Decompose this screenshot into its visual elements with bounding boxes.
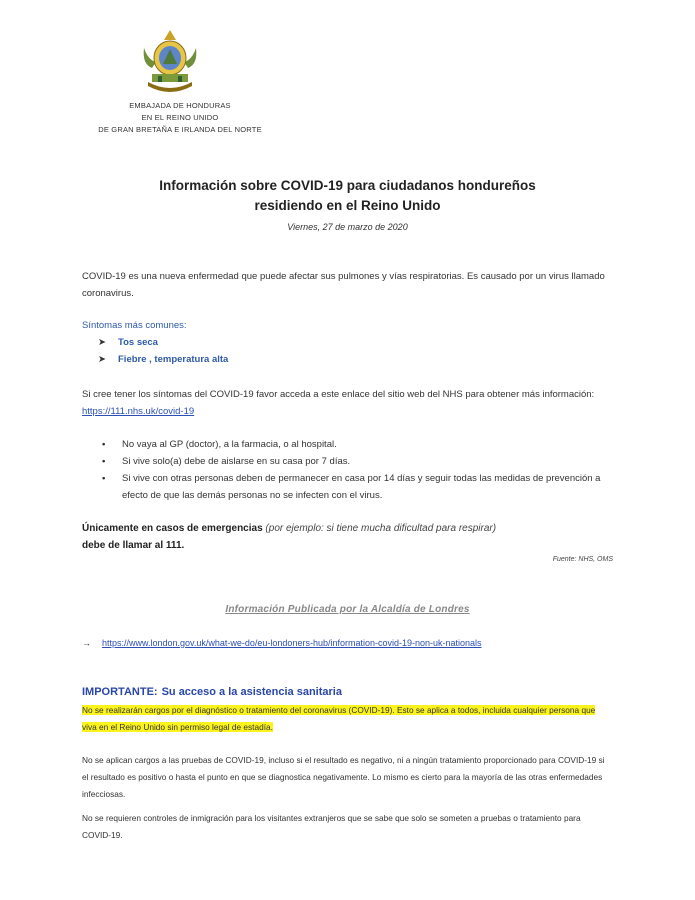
nhs-text: Si cree tener los síntomas del COVID-19 favor acceda a este enlace del sitio web del NHS para obtener más información:: [82, 389, 595, 400]
highlighted-text: No se realizarán cargos por el diagnóstico o tratamiento del coronavirus (COVID-19). Esto se aplica a todos, incluida cualquier persona que viva en el Reino Unido sin permiso legal de estadía.: [82, 705, 596, 732]
embassy-line: DE GRAN BRETAÑA E IRLANDA DEL NORTE: [98, 125, 262, 134]
title-line: Información sobre COVID-19 para ciudadanos hondureños: [159, 178, 536, 193]
london-link-row: [82, 636, 612, 651]
list-item: • Si vive solo(a) debe de aislarse en su casa por 7 días.: [100, 453, 615, 470]
london-link[interactable]: https://www.london.gov.uk/what-we-do/eu-londoners-hub/information-covid-19-non-uk-nationals: [102, 638, 482, 648]
symptom-item: ➤ Tos seca: [98, 334, 228, 351]
london-heading: Información Publicada por la Alcaldía de Londres: [225, 604, 470, 615]
nhs-link[interactable]: https://111.nhs.uk/covid-19: [82, 406, 195, 417]
emergency-bold-start: Únicamente en casos de emergencias: [82, 523, 263, 534]
highlighted-notice: [82, 702, 602, 736]
emergency-bold-end: debe de llamar al 111.: [82, 540, 185, 551]
advice-list: [100, 436, 615, 504]
source-note: Fuente: NHS, OMS: [552, 556, 613, 563]
symptoms-heading: Síntomas más comunes:: [82, 320, 187, 331]
document-title: [0, 176, 695, 216]
list-item: • No vaya al GP (doctor), a la farmacia, o al hospital.: [100, 436, 615, 453]
embassy-address: [80, 100, 280, 136]
nhs-paragraph: [82, 386, 612, 420]
important-subtitle: Su acceso a la asistencia sanitaria: [161, 686, 342, 698]
title-line: residiendo en el Reino Unido: [254, 198, 441, 213]
symptom-item: ➤ Fiebre , temperatura alta: [98, 351, 228, 368]
charges-paragraph: No se aplican cargos a las pruebas de COVID-19, incluso si el resultado es negativo, ni a ningún tratamiento proporcionado para COVID-19 si el resultado es positivo o hasta el punto en que se diagnostica negativamente. Lo mismo es cierto para la mayoría de las otras enfermedades infecciosas.: [82, 755, 605, 799]
arrow-bullet-icon: ➤: [98, 354, 106, 365]
emergency-example: (por ejemplo: si tiene mucha dificultad para respirar): [265, 523, 497, 534]
list-item: • Si vive con otras personas deben de permanecer en casa por 14 días y seguir todas las medidas de prevención a efecto de que las demás personas no se infecten con el virus.: [100, 470, 615, 504]
document-date: Viernes, 27 de marzo de 2020: [287, 222, 408, 232]
embassy-line: EN EL REINO UNIDO: [141, 113, 219, 122]
immigration-paragraph: No se requieren controles de inmigración para los visitantes extranjeros que se sabe que solo se someten a pruebas o tratamiento para COVID-19.: [82, 813, 581, 840]
honduras-coat-of-arms-icon: [138, 28, 202, 98]
important-label: IMPORTANTE:: [82, 686, 158, 698]
embassy-line: EMBAJADA DE HONDURAS: [129, 101, 231, 110]
important-heading: [82, 686, 342, 698]
intro-paragraph: COVID-19 es una nueva enfermedad que puede afectar sus pulmones y vías respiratorias. Es causado por un virus llamado coronavirus.: [82, 271, 605, 299]
arrow-right-icon: →: [82, 638, 91, 648]
arrow-bullet-icon: ➤: [98, 337, 106, 348]
emergency-notice: [82, 520, 612, 554]
symptoms-list: [98, 334, 228, 368]
